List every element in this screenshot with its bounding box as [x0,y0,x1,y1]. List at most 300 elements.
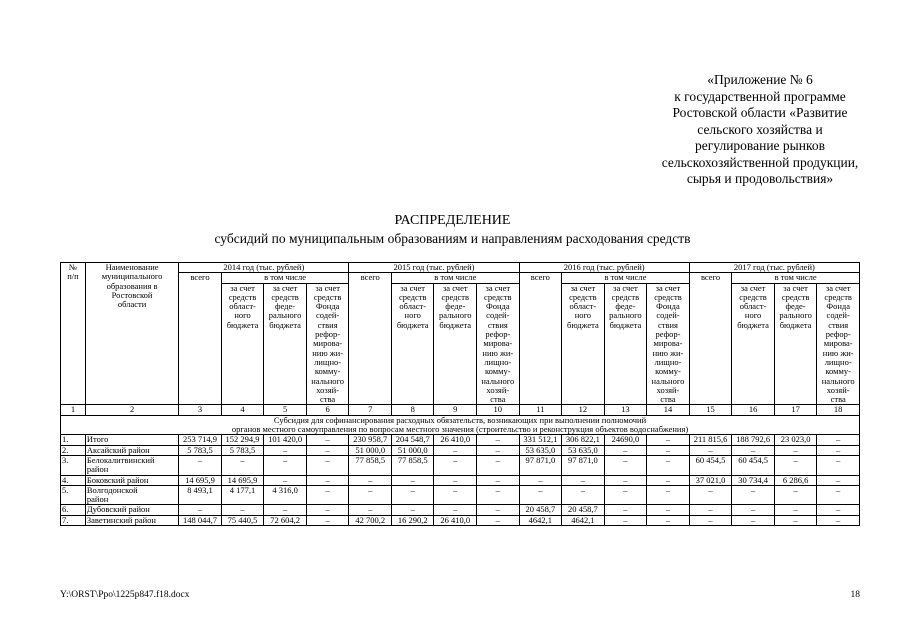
cell-line: феде- [445,301,466,312]
cell-line: феде- [785,301,806,312]
column-number [61,405,86,415]
cell-line: лищно- [824,356,852,367]
value-cell [689,435,732,445]
cell-text: – [325,434,330,445]
cell-line: рефор- [825,329,851,340]
cell-line: образования в [106,280,158,291]
col-name-header [85,263,178,405]
cell-text: – [538,485,543,495]
appendix-block [630,72,890,188]
cell-text: – [665,515,671,525]
cell-text: – [665,434,671,445]
cell-text: – [495,485,500,495]
cell-text: – [665,445,671,455]
value-cell [349,505,392,515]
cell-text: – [368,504,373,515]
cell-line: средств [569,291,597,302]
value-cell [391,435,434,445]
cell-text: всего [190,272,210,283]
cell-text: 13 [621,404,630,415]
cell-text: – [410,475,415,485]
column-number [732,405,775,415]
cell-text: – [793,485,798,495]
row-number [61,515,86,525]
header-row [61,273,860,283]
value-cell [732,505,775,515]
value-cell [434,445,477,455]
value-cell [774,445,817,455]
cell-text: – [495,475,500,485]
cell-text: – [368,475,373,485]
cell-text: – [325,455,330,465]
column-number [85,405,178,415]
cell-line: ства [490,394,506,405]
value-cell [604,475,647,485]
regional-budget-header [221,283,264,405]
cell-text: 23 023,0 [780,434,811,445]
cell-line: Фонда [656,301,680,312]
row-number [61,445,86,455]
cell-line: рального [609,310,642,321]
year-header [349,263,519,273]
cell-line: рального [438,310,472,321]
column-number [817,405,860,415]
cell-line: Белокалитвинский [86,455,155,465]
column-number [774,405,817,415]
cell-text: 20 458,7 [525,504,556,515]
value-cell [349,485,392,505]
cell-line: за счет [570,283,596,293]
value-cell [817,485,860,505]
cell-text: 2016 год (тыс. рублей) [563,262,645,272]
value-cell [434,435,477,445]
cell-line: бюджета [567,319,599,330]
value-cell [264,505,307,515]
cell-text: 60 454,5 [738,455,768,465]
cell-text: – [325,475,330,485]
cell-line: Волгодонской [86,485,138,495]
cell-text: 211 815,6 [693,434,728,445]
cell-line: бюджета [226,319,259,330]
value-cell [817,445,860,455]
cell-text: – [836,434,841,445]
cell-line: ства [660,394,676,405]
column-number [349,405,392,415]
cell-text: – [580,475,586,485]
cell-text: – [623,475,628,485]
value-cell [689,445,732,455]
value-cell [221,475,264,485]
housing-fund-header [817,283,860,405]
cell-line: средств [654,291,682,302]
value-cell [264,475,307,485]
cell-text: – [495,434,500,445]
value-cell [732,485,775,505]
appendix-line: к государственной программе [674,88,846,104]
column-number [519,405,562,415]
cell-text: – [665,485,671,495]
cell-text: 42 700,2 [355,515,386,525]
cell-line: ствия [487,319,508,330]
cell-text: – [836,504,841,515]
cell-text: 2. [62,445,69,455]
municipality-name [85,505,178,515]
cell-text: 3. [62,455,69,465]
cell-text: 4642,1 [528,515,553,525]
cell-line: рефор- [315,329,341,340]
value-cell [689,515,732,525]
cell-line: средств [484,291,512,302]
municipality-name [85,475,178,485]
cell-text: 20 458,7 [568,504,598,515]
cell-text: 253 714,9 [183,434,218,445]
cell-text: 2017 год (тыс. рублей) [733,262,815,272]
value-cell [817,475,860,485]
value-cell [647,475,690,485]
value-cell [562,445,605,455]
cell-text: – [623,455,628,465]
cell-text: – [793,445,798,455]
cell-text: – [793,455,798,465]
value-cell [349,475,392,485]
value-cell [221,445,264,455]
cell-text: 8 [410,404,415,415]
cell-text: – [580,485,586,495]
value-cell [179,505,222,515]
value-cell [264,435,307,445]
cell-text: – [325,504,330,515]
value-cell [264,485,307,505]
column-number [477,405,520,415]
value-cell [732,515,775,525]
column-number [604,405,647,415]
cell-text: 306 822,1 [565,434,600,445]
municipality-name [85,515,178,525]
col-number-header [61,263,86,405]
header-row [61,263,860,273]
total-header [349,273,392,405]
value-cell [562,515,605,525]
housing-fund-header [306,283,349,405]
cell-line: Фонда [315,301,340,312]
value-cell [264,455,307,475]
cell-text: 331 512,1 [523,434,558,445]
cell-text: 72 604,2 [270,515,300,525]
cell-text: 14 [663,404,673,415]
column-number [391,405,434,415]
cell-line: нального [651,375,685,386]
column-number [434,405,477,415]
cell-text: – [708,485,713,495]
value-cell [391,475,434,485]
cell-line: средств [824,291,852,302]
cell-text: 3 [197,404,203,415]
cell-line: ного [574,310,592,321]
value-cell [817,515,860,525]
value-cell [306,475,349,485]
section-title [61,415,860,435]
cell-line: средств [739,291,767,302]
year-header [179,263,349,273]
cell-text: 2015 год (тыс. рублей) [393,262,475,272]
cell-text: 2014 год (тыс. рублей) [223,262,305,272]
cell-line: лищно- [484,356,512,367]
cell-text: – [750,504,756,515]
value-cell [434,455,477,475]
cell-line: област- [229,301,256,312]
value-cell [434,475,477,485]
cell-text: – [750,485,756,495]
cell-text: 4642,1 [571,515,595,525]
cell-text: всего [530,272,550,283]
cell-text: – [836,445,841,455]
column-number [562,405,605,415]
table-row [61,475,860,485]
cell-line: за счет [485,283,511,293]
cell-line: за счет [442,283,468,293]
cell-text: – [793,504,798,515]
value-cell [604,455,647,475]
cell-line: за счет [613,283,638,293]
appendix-line: «Приложение № 6 [707,72,813,87]
value-cell [391,455,434,475]
cell-text: – [453,455,458,465]
cell-line: феде- [275,301,296,312]
value-cell [349,455,392,475]
cell-line: за счет [740,283,766,293]
value-cell [477,485,520,505]
row-number [61,455,86,475]
value-cell [477,515,520,525]
cell-text: – [453,445,458,455]
value-cell [732,455,775,475]
value-cell [306,515,349,525]
cell-text: в том числе [434,272,477,283]
cell-line: нию жи- [652,347,684,358]
table-row [61,435,860,445]
cell-text: 15 [706,404,715,415]
including-header [562,273,690,283]
cell-text: 26 410,0 [440,434,471,445]
row-number [61,485,86,505]
value-cell [179,445,222,455]
cell-line: Субсидия для софинансирования расходных обязательств, возникающих при выполнении полномочий [273,415,647,425]
table-row [61,485,860,505]
housing-fund-header [477,283,520,405]
cell-text: – [665,504,671,515]
cell-text: 204 548,7 [395,434,430,445]
cell-text: – [708,445,713,455]
cell-line: ного [234,310,251,321]
cell-line: содей- [656,310,680,321]
value-cell [434,505,477,515]
cell-line: Заветинский район [86,515,156,525]
value-cell [179,485,222,505]
cell-line: нального [821,375,855,386]
value-cell [477,455,520,475]
cell-line: средств [781,291,810,302]
cell-text: в том числе [264,272,307,283]
cell-line: ствия [317,319,338,330]
cell-line: п/п [67,271,79,282]
cell-line: ного [404,310,421,321]
value-cell [477,505,520,515]
footer-page-number: 18 [850,590,860,600]
value-cell [604,505,647,515]
regional-budget-header [732,283,775,405]
value-cell [732,435,775,445]
cell-line: органов местного самоуправления по вопросам местного значения (строительство и реконструкция объектов водоснабжения) [231,424,689,435]
cell-line: комму- [484,366,511,377]
total-header [689,273,732,405]
value-cell [306,485,349,505]
value-cell [647,435,690,445]
cell-text: – [665,455,671,465]
cell-text: 97 871,0 [568,455,598,465]
cell-line: муниципального [101,271,163,282]
cell-text: 9 [453,404,458,415]
cell-line: район [86,494,109,505]
cell-text: 152 294,9 [225,434,260,445]
cell-line: ствия [657,319,678,330]
cell-line: за счет [825,283,851,293]
value-cell [817,455,860,475]
cell-text: 188 792,6 [736,434,771,445]
cell-text: 5 783,5 [229,445,256,455]
value-cell [689,505,732,515]
document-title: РАСПРЕДЕЛЕНИЕ [394,213,511,228]
cell-text: 77 858,5 [397,455,428,465]
cell-text: – [750,445,756,455]
cell-line: Боковский район [86,475,149,485]
including-header [391,273,519,283]
cell-line: бюджета [269,319,301,330]
cell-text: – [836,455,841,465]
cell-text: 4. [62,475,69,485]
value-cell [647,485,690,505]
cell-line: мирова- [653,338,683,349]
value-cell [562,505,605,515]
cell-line: Фонда [485,301,510,312]
cell-line: бюджета [609,319,642,330]
value-cell [774,475,817,485]
cell-text: 5 783,5 [187,445,213,455]
cell-text: – [836,485,841,495]
cell-text: – [623,515,628,525]
value-cell [774,455,817,475]
cell-line: Ростовской [111,289,153,300]
cell-text: 16 290,2 [397,515,428,525]
value-cell [179,475,222,485]
cell-line: комму- [825,366,851,377]
cell-text: – [538,475,543,485]
cell-line: за счет [655,283,681,293]
cell-line: ства [830,394,846,405]
value-cell [391,445,434,455]
value-cell [562,455,605,475]
value-cell [519,505,562,515]
cell-text: 2 [129,404,135,415]
table-row [61,445,860,455]
value-cell [306,435,349,445]
cell-text: – [495,445,500,455]
cell-text: 10 [493,404,503,415]
cell-line: средств [398,291,427,302]
cell-line: хозяй- [826,384,850,395]
cell-line: нального [311,375,345,386]
value-cell [179,455,222,475]
value-cell [519,455,562,475]
cell-line: нального [481,375,515,386]
cell-text: 97 871,0 [525,455,556,465]
cell-text: 18 [833,404,843,415]
value-cell [774,485,817,505]
cell-line: № [68,262,77,272]
cell-text: 60 454,5 [695,455,726,465]
cell-line: области [117,299,147,310]
cell-line: бюджета [779,319,812,330]
housing-fund-header [647,283,690,405]
value-cell [349,445,392,455]
cell-text: 101 420,0 [268,434,303,445]
cell-text: 4 177,1 [229,485,256,495]
column-numbers-row [61,405,860,415]
value-cell [434,485,477,505]
cell-line: за счет [783,283,808,293]
cell-text: – [495,515,500,525]
value-cell [306,455,349,475]
cell-text: – [708,515,713,525]
cell-text: 37 021,0 [695,475,726,485]
cell-text: 30 734,4 [738,475,768,485]
cell-text: 1. [62,434,69,445]
cell-text: – [240,504,245,515]
value-cell [604,485,647,505]
cell-line: ного [744,310,762,321]
value-cell [434,515,477,525]
including-header [732,273,860,283]
cell-text: – [623,445,628,455]
value-cell [817,435,860,445]
cell-line: рального [779,310,812,321]
cell-line: лищно- [314,356,342,367]
cell-text: – [665,475,671,485]
cell-line: област- [739,301,767,312]
cell-text: – [453,504,458,515]
cell-line: област- [569,301,597,312]
cell-text: – [836,475,841,485]
cell-text: – [708,504,713,515]
cell-text: 4 [240,404,245,415]
cell-line: средств [228,291,257,302]
year-header [519,263,689,273]
value-cell [349,515,392,525]
cell-line: Фонда [826,301,850,312]
cell-text: – [325,485,330,495]
cell-text: – [453,475,458,485]
cell-line: нию жи- [482,347,514,358]
cell-line: за счет [315,283,340,293]
value-cell [689,455,732,475]
regional-budget-header [391,283,434,405]
value-cell [477,475,520,485]
section-title-row [61,415,860,435]
cell-text: 16 [748,404,758,415]
cell-text: 8 493,1 [187,485,213,495]
cell-text: 1 [70,404,76,415]
federal-budget-header [774,283,817,405]
municipality-name [85,445,178,455]
